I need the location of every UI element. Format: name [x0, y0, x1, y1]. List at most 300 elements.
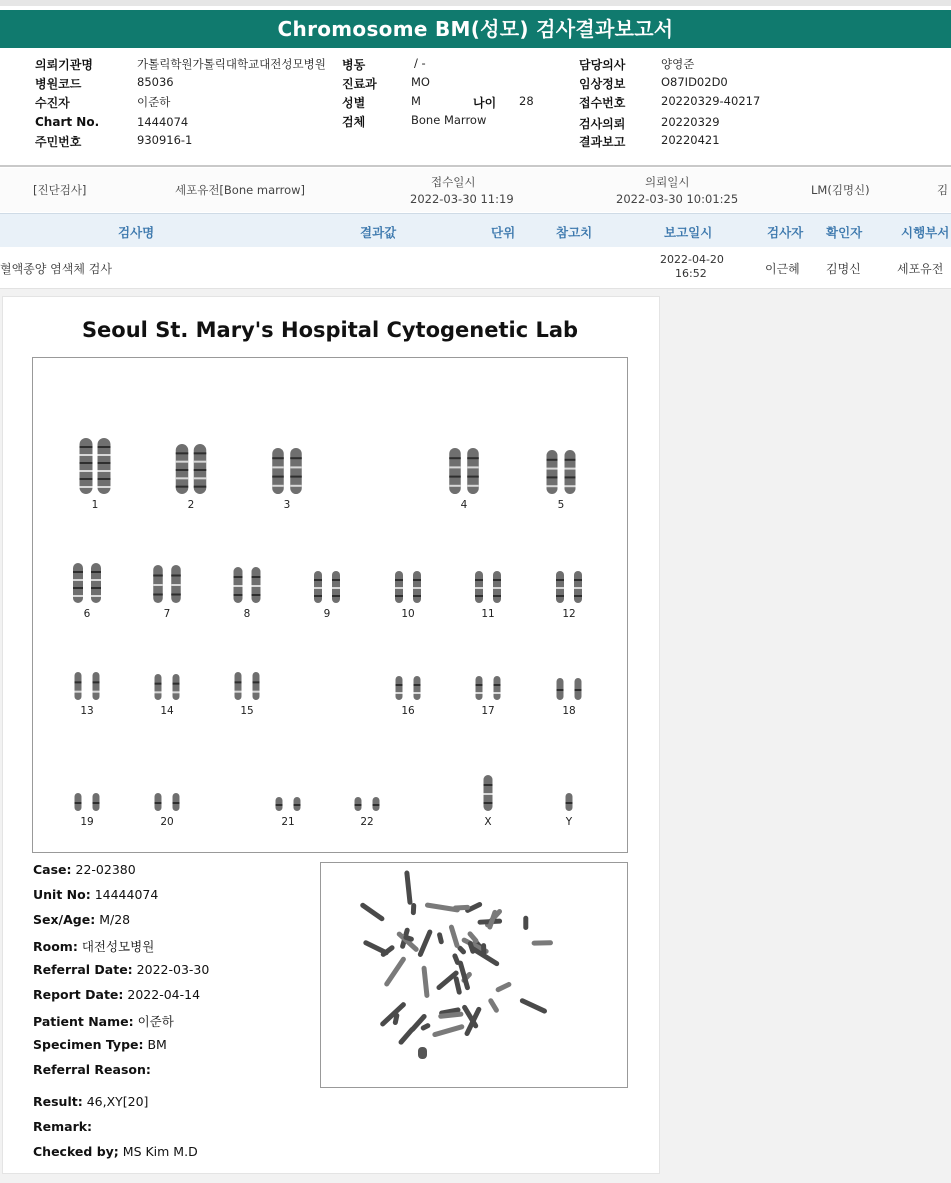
chromosome-band	[494, 692, 501, 694]
info-value: 1444074	[137, 115, 189, 129]
chromosome-label: X	[484, 816, 492, 828]
case-line	[33, 912, 130, 927]
info-label: 담당의사	[579, 58, 626, 72]
received-label: 접수일시	[431, 175, 476, 189]
metaphase-chromosome	[453, 976, 462, 995]
chromosome-band	[98, 454, 111, 456]
chromosome-label: 7	[163, 608, 171, 620]
chromosome-label: 17	[481, 705, 495, 717]
info-label: 성별	[342, 96, 366, 110]
metaphase-spread	[321, 863, 627, 1087]
chromatid	[235, 672, 242, 700]
case-line	[33, 987, 200, 1002]
case-label: Patient Name:	[33, 1014, 134, 1029]
info-label: 접수번호	[579, 96, 626, 110]
chromosome-band	[467, 485, 479, 487]
chromosome-band	[314, 587, 322, 589]
chromosome-label: 12	[562, 608, 576, 620]
chromosome-band	[253, 691, 260, 693]
chromatid	[449, 448, 461, 494]
chromosome-band	[91, 571, 101, 573]
chromosome-band	[449, 485, 461, 487]
case-value: 2022-04-14	[127, 987, 201, 1002]
chromosome-band	[493, 579, 501, 581]
chromosome-band	[155, 683, 162, 685]
chromosome-band	[547, 459, 558, 461]
info-label: 진료과	[342, 77, 377, 91]
karyogram	[32, 357, 628, 853]
chromosome-band	[494, 684, 501, 686]
chromosome-pair-3	[272, 448, 302, 511]
chromatid	[565, 450, 576, 494]
chromosome-band	[93, 681, 100, 683]
table-row[interactable]	[0, 247, 951, 289]
chromosome-label: 16	[401, 705, 415, 717]
case-line	[33, 1037, 167, 1052]
metaphase-chromosome	[519, 997, 548, 1014]
chromosome-band	[194, 469, 207, 471]
chromosome-band	[234, 594, 243, 596]
chromatid	[547, 450, 558, 494]
chromosome-band	[171, 575, 181, 577]
chromosome-band	[574, 595, 582, 597]
info-value: M	[411, 94, 421, 108]
chromosome-band	[234, 576, 243, 578]
chromosome-pair-19	[75, 793, 100, 828]
metaphase-chromosome	[411, 903, 417, 915]
chromosome-pair-16	[396, 676, 421, 717]
case-value: BM	[147, 1037, 167, 1052]
chromosome-band	[565, 485, 576, 487]
chromosome-band	[413, 579, 421, 581]
info-value: 가톨릭학원가톨릭대학교대전성모병원	[137, 57, 326, 71]
chromosome-band	[556, 587, 564, 589]
chromosome-pair-15	[235, 672, 260, 717]
case-line	[33, 1062, 151, 1077]
chromosome-label: 15	[240, 705, 254, 717]
chromosome-band	[395, 587, 403, 589]
chromosome-band	[73, 587, 83, 589]
chromosome-band	[566, 802, 573, 804]
case-label: Sex/Age:	[33, 912, 96, 927]
case-line	[33, 1094, 148, 1109]
chromosome-band	[173, 802, 180, 804]
metaphase-chromosome	[404, 870, 413, 905]
chromosome-band	[194, 461, 207, 463]
chromatid	[467, 448, 479, 494]
info-value: / -	[414, 56, 426, 70]
chromosome-pair-5	[547, 450, 576, 511]
chromosome-band	[272, 476, 284, 478]
chromosome-pair-8	[234, 567, 261, 620]
chromosome-label: 19	[80, 816, 94, 828]
report-title: Chromosome BM(성모) 검사결과보고서	[0, 10, 951, 48]
info-value: 85036	[137, 75, 174, 89]
chromosome-label: 11	[481, 608, 495, 620]
chromatid	[290, 448, 302, 494]
karyogram-chromosomes	[33, 358, 627, 852]
chromosome-band	[276, 804, 283, 806]
chromosome-band	[475, 579, 483, 581]
chromosome-band	[93, 691, 100, 693]
case-value: MS Kim M.D	[122, 1144, 198, 1159]
chromosome-band	[75, 802, 82, 804]
metaphase-chromosome	[383, 956, 407, 988]
info-value: Bone Marrow	[411, 113, 487, 127]
chromosome-band	[332, 595, 340, 597]
info-label: 병원코드	[35, 77, 82, 91]
case-line	[33, 862, 136, 877]
case-label: Case:	[33, 862, 72, 877]
chromatid	[272, 448, 284, 494]
cell-test-name: 혈액종양 염색체 검사	[0, 262, 112, 276]
chromosome-pair-Y	[565, 793, 573, 828]
chromosome-pair-22	[355, 797, 380, 828]
info-label: Chart No.	[35, 115, 100, 129]
chromosome-band	[476, 692, 483, 694]
chromosome-band	[493, 595, 501, 597]
chromatid	[476, 676, 483, 700]
info-value: 20220329	[661, 115, 720, 129]
chromosome-band	[252, 576, 261, 578]
chromosome-band	[355, 804, 362, 806]
chromosome-label: 10	[401, 608, 415, 620]
chromosome-band	[547, 468, 558, 470]
chromosome-label: 4	[460, 499, 468, 511]
chromosome-pair-10	[395, 571, 421, 620]
chromosome-band	[80, 486, 93, 488]
chromosome-band	[557, 689, 564, 691]
chromosome-label: 5	[557, 499, 565, 511]
chromosome-pair-X	[484, 775, 493, 828]
case-line	[33, 1144, 198, 1159]
chromosome-label: 8	[243, 608, 251, 620]
chromosome-band	[396, 684, 403, 686]
chromosome-label: Y	[565, 816, 573, 828]
case-value: 2022-03-30	[136, 962, 210, 977]
chromosome-pair-7	[153, 565, 181, 620]
chromosome-band	[294, 804, 301, 806]
info-label: 수진자	[35, 96, 70, 110]
chromatid	[93, 672, 100, 700]
chromosome-band	[153, 584, 163, 586]
summary-extra: 김	[937, 183, 949, 197]
case-value: 22-02380	[75, 862, 136, 877]
received-value: 2022-03-30 11:19	[410, 192, 514, 206]
col-header[interactable]: 보고일시	[664, 225, 713, 240]
chromosome-band	[173, 691, 180, 693]
chromosome-label: 2	[187, 499, 195, 511]
chromosome-band	[272, 457, 284, 459]
chromosome-band	[484, 793, 493, 795]
chromosome-band	[449, 457, 461, 459]
chromosome-pair-18	[557, 678, 582, 717]
chromosome-pair-11	[475, 571, 501, 620]
chromosome-band	[98, 486, 111, 488]
chromosome-band	[234, 585, 243, 587]
chromosome-band	[467, 476, 479, 478]
chromosome-band	[574, 579, 582, 581]
chromosome-band	[91, 579, 101, 581]
responsible-doctor: LM(김명신)	[811, 183, 870, 197]
chromosome-band	[449, 466, 461, 468]
chromatid	[414, 676, 421, 700]
case-label: Report Date:	[33, 987, 124, 1002]
metaphase-chromosome	[417, 929, 433, 958]
case-label: Checked by;	[33, 1144, 119, 1159]
chromosome-pair-1	[80, 438, 111, 511]
chromosome-band	[290, 485, 302, 487]
chromosome-band	[395, 579, 403, 581]
chromatid	[155, 674, 162, 700]
info-value: 20220329-40217	[661, 94, 761, 108]
chromosome-band	[395, 595, 403, 597]
chromosome-band	[80, 462, 93, 464]
requested-label: 의뢰일시	[645, 175, 690, 189]
chromosome-band	[565, 476, 576, 478]
chromosome-pair-20	[155, 793, 180, 828]
case-line	[33, 887, 158, 902]
chromatid	[253, 672, 260, 700]
chromosome-band	[252, 594, 261, 596]
case-label: Referral Reason:	[33, 1062, 151, 1077]
chromosome-band	[80, 454, 93, 456]
chromosome-band	[173, 683, 180, 685]
chromosome-band	[547, 485, 558, 487]
col-header[interactable]: 검사명	[118, 225, 155, 240]
chromosome-pair-14	[155, 674, 180, 717]
chromosome-band	[414, 684, 421, 686]
chromosome-band	[332, 587, 340, 589]
chromosome-band	[98, 462, 111, 464]
case-label: Specimen Type:	[33, 1037, 144, 1052]
chromosome-band	[272, 485, 284, 487]
metaphase-chromosome	[448, 924, 460, 948]
chromosome-band	[98, 478, 111, 480]
chromosome-label: 13	[80, 705, 94, 717]
chromosome-band	[80, 446, 93, 448]
metaphase-chromosome	[495, 981, 512, 993]
info-value: 20220421	[661, 133, 720, 147]
case-label: Result:	[33, 1094, 83, 1109]
chromosome-pair-21	[276, 797, 301, 828]
window-top-edge	[0, 0, 951, 6]
chromosome-band	[475, 587, 483, 589]
chromatid	[494, 676, 501, 700]
chromosome-band	[449, 476, 461, 478]
case-label: Remark:	[33, 1119, 93, 1134]
chromosome-band	[290, 457, 302, 459]
col-header[interactable]: 확인자	[826, 225, 863, 240]
cell-report-date: 2022-04-20	[660, 253, 724, 266]
case-line	[33, 937, 154, 955]
info-label: 병동	[342, 58, 366, 72]
chromosome-band	[176, 469, 189, 471]
chromosome-band	[93, 802, 100, 804]
chromosome-band	[290, 476, 302, 478]
chromosome-label: 14	[160, 705, 174, 717]
chromosome-band	[252, 585, 261, 587]
case-value: 14444074	[94, 887, 159, 902]
chromosome-band	[75, 681, 82, 683]
chromosome-pair-4	[449, 448, 479, 511]
chromosome-label: 3	[283, 499, 291, 511]
metaphase-chromosome	[532, 940, 553, 945]
info-label: 주민번호	[35, 135, 82, 149]
chromosome-band	[314, 579, 322, 581]
case-value: 46,XY[20]	[86, 1094, 149, 1109]
test-name: 세포유전[Bone marrow]	[175, 183, 306, 197]
info-label: 검사의뢰	[579, 117, 626, 131]
chromosome-band	[332, 579, 340, 581]
chromosome-band	[574, 587, 582, 589]
info-label: 의뢰기관명	[35, 58, 93, 72]
info-value: O87ID02D0	[661, 75, 728, 89]
chromosome-band	[413, 587, 421, 589]
case-line	[33, 1012, 174, 1030]
chromosome-label: 21	[281, 816, 295, 828]
metaphase-chromosome	[437, 932, 445, 945]
chromosome-band	[475, 595, 483, 597]
chromosome-band	[73, 579, 83, 581]
chromosome-band	[484, 784, 493, 786]
chromatid	[75, 672, 82, 700]
info-label: 결과보고	[579, 135, 626, 149]
metaphase-chromosome	[432, 1024, 465, 1038]
case-value: M/28	[99, 912, 131, 927]
chromosome-band	[556, 579, 564, 581]
chromosome-band	[155, 802, 162, 804]
chromosome-band	[80, 470, 93, 472]
chromosome-band	[493, 587, 501, 589]
chromosome-band	[575, 689, 582, 691]
chromatid	[396, 676, 403, 700]
chromosome-label: 18	[562, 705, 576, 717]
chromosome-band	[176, 461, 189, 463]
chromosome-pair-6	[73, 563, 101, 620]
chromosome-band	[98, 446, 111, 448]
info-value: 이준하	[137, 95, 171, 109]
chromosome-band	[75, 691, 82, 693]
metaphase-chromosome	[420, 1022, 431, 1031]
chromosome-band	[272, 466, 284, 468]
chromosome-band	[235, 691, 242, 693]
col-header[interactable]: 시행부서	[901, 225, 950, 240]
col-header[interactable]: 참고치	[556, 225, 593, 240]
chromosome-band	[91, 587, 101, 589]
chromosome-band	[194, 452, 207, 454]
chromosome-band	[413, 595, 421, 597]
info-label: 임상정보	[579, 77, 626, 91]
info-value: 양영준	[661, 57, 695, 71]
metaphase-chromosome	[379, 1001, 407, 1027]
chromosome-pair-17	[476, 676, 501, 717]
chromosome-band	[235, 681, 242, 683]
chromatid	[173, 674, 180, 700]
info-value: MO	[411, 75, 430, 89]
chromosome-band	[467, 457, 479, 459]
test-category: [진단검사]	[33, 183, 87, 197]
chromosome-label: 1	[91, 499, 99, 511]
metaphase-image	[320, 862, 628, 1088]
patient-info	[0, 52, 951, 164]
chromosome-band	[314, 595, 322, 597]
case-line	[33, 962, 209, 977]
chromosome-band	[171, 594, 181, 596]
cell-checker: 김명신	[826, 262, 861, 276]
chromosome-band	[396, 692, 403, 694]
chromosome-band	[565, 459, 576, 461]
chromosome-band	[91, 595, 101, 597]
chromosome-band	[194, 486, 207, 488]
case-value: 대전성모병원	[81, 939, 155, 954]
chromosome-band	[176, 486, 189, 488]
chromosome-pair-9	[314, 571, 340, 620]
info-label: 검체	[342, 115, 366, 129]
chromosome-pair-2	[176, 444, 207, 511]
case-line	[33, 1119, 92, 1134]
chromosome-label: 6	[83, 608, 91, 620]
col-header[interactable]: 검사자	[767, 225, 804, 240]
chromosome-band	[194, 477, 207, 479]
chromosome-band	[153, 575, 163, 577]
chromosome-band	[171, 584, 181, 586]
chromosome-pair-13	[75, 672, 100, 717]
chromosome-label: 9	[323, 608, 331, 620]
chromosome-band	[176, 477, 189, 479]
case-value: 이준하	[137, 1014, 174, 1029]
chromosome-band	[73, 595, 83, 597]
chromosome-band	[253, 681, 260, 683]
chromosome-band	[176, 452, 189, 454]
chromosome-band	[476, 684, 483, 686]
chromosome-band	[373, 804, 380, 806]
chromosome-band	[467, 466, 479, 468]
cell-dept: 세포유전	[897, 262, 944, 276]
chromosome-band	[290, 466, 302, 468]
metaphase-chromosome	[421, 966, 429, 999]
chromosome-band	[565, 468, 576, 470]
chromosome-label: 22	[360, 816, 374, 828]
metaphase-chromosome	[487, 997, 500, 1013]
chromosome-pair-12	[556, 571, 582, 620]
metaphase-chromosome	[425, 902, 461, 912]
col-header[interactable]: 결과값	[360, 225, 397, 240]
metaphase-chromosome	[523, 916, 528, 930]
info-value: 930916-1	[137, 133, 193, 147]
chromosome-band	[153, 594, 163, 596]
chromosome-band	[556, 595, 564, 597]
chromosome-band	[484, 802, 493, 804]
metaphase-chromosome	[359, 902, 385, 922]
divider	[0, 165, 951, 167]
cell-report-time: 16:52	[675, 267, 707, 280]
chromosome-label: 20	[160, 816, 174, 828]
chromosome-band	[414, 692, 421, 694]
info-value: 28	[519, 94, 534, 108]
metaphase-chromosome	[418, 1047, 427, 1059]
chromosome-band	[547, 476, 558, 478]
lab-title: Seoul St. Mary's Hospital Cytogenetic Lab	[81, 318, 579, 342]
results-table-header	[0, 213, 951, 248]
case-label: Referral Date:	[33, 962, 133, 977]
requested-value: 2022-03-30 10:01:25	[616, 192, 739, 206]
case-label: Unit No:	[33, 887, 91, 902]
col-header[interactable]: 단위	[491, 225, 516, 240]
case-label: Room:	[33, 939, 78, 954]
cell-tester: 이근혜	[765, 262, 800, 276]
chromosome-band	[80, 478, 93, 480]
